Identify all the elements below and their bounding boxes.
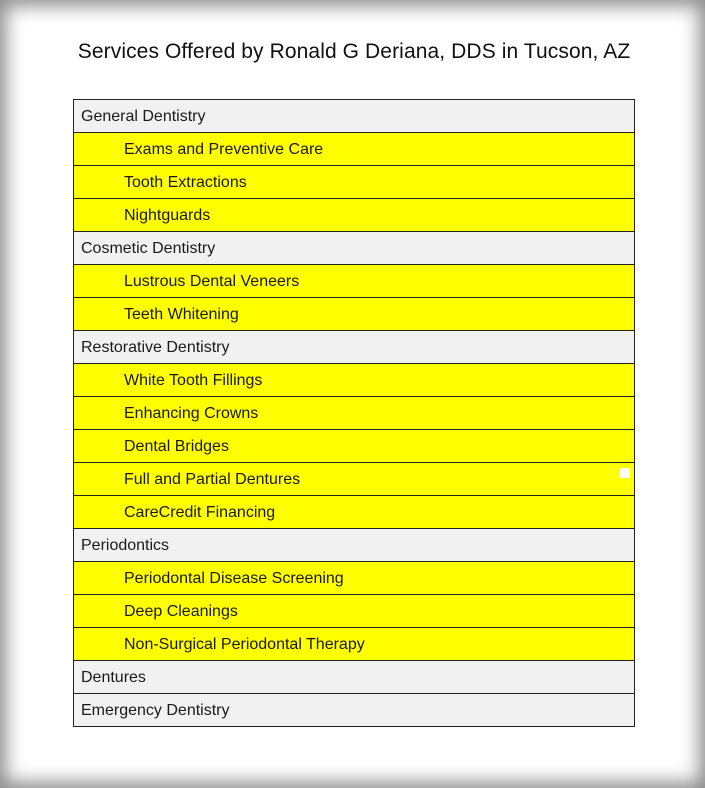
service-periodontal-screening[interactable]: Periodontal Disease Screening [74, 562, 634, 595]
small-marker [620, 468, 630, 478]
service-dental-bridges[interactable]: Dental Bridges [74, 430, 634, 463]
services-table [73, 99, 635, 727]
category-dentures[interactable]: Dentures [74, 661, 634, 694]
service-dental-veneers[interactable]: Lustrous Dental Veneers [74, 265, 634, 298]
service-full-partial-dentures[interactable]: Full and Partial Dentures [74, 463, 634, 496]
service-teeth-whitening[interactable]: Teeth Whitening [74, 298, 634, 331]
service-nightguards[interactable]: Nightguards [74, 199, 634, 232]
service-exams-preventive-care[interactable]: Exams and Preventive Care [74, 133, 634, 166]
service-deep-cleanings[interactable]: Deep Cleanings [74, 595, 634, 628]
category-restorative-dentistry[interactable]: Restorative Dentistry [74, 331, 634, 364]
page-title: Services Offered by Ronald G Deriana, DDS in Tucson, AZ [77, 40, 631, 63]
service-enhancing-crowns[interactable]: Enhancing Crowns [74, 397, 634, 430]
category-general-dentistry[interactable]: General Dentistry [74, 100, 634, 133]
service-tooth-extractions[interactable]: Tooth Extractions [74, 166, 634, 199]
service-white-tooth-fillings[interactable]: White Tooth Fillings [74, 364, 634, 397]
category-cosmetic-dentistry[interactable]: Cosmetic Dentistry [74, 232, 634, 265]
service-non-surgical-periodontal-therapy[interactable]: Non-Surgical Periodontal Therapy [74, 628, 634, 661]
category-periodontics[interactable]: Periodontics [74, 529, 634, 562]
category-emergency-dentistry[interactable]: Emergency Dentistry [74, 694, 634, 727]
service-carecredit-financing[interactable]: CareCredit Financing [74, 496, 634, 529]
